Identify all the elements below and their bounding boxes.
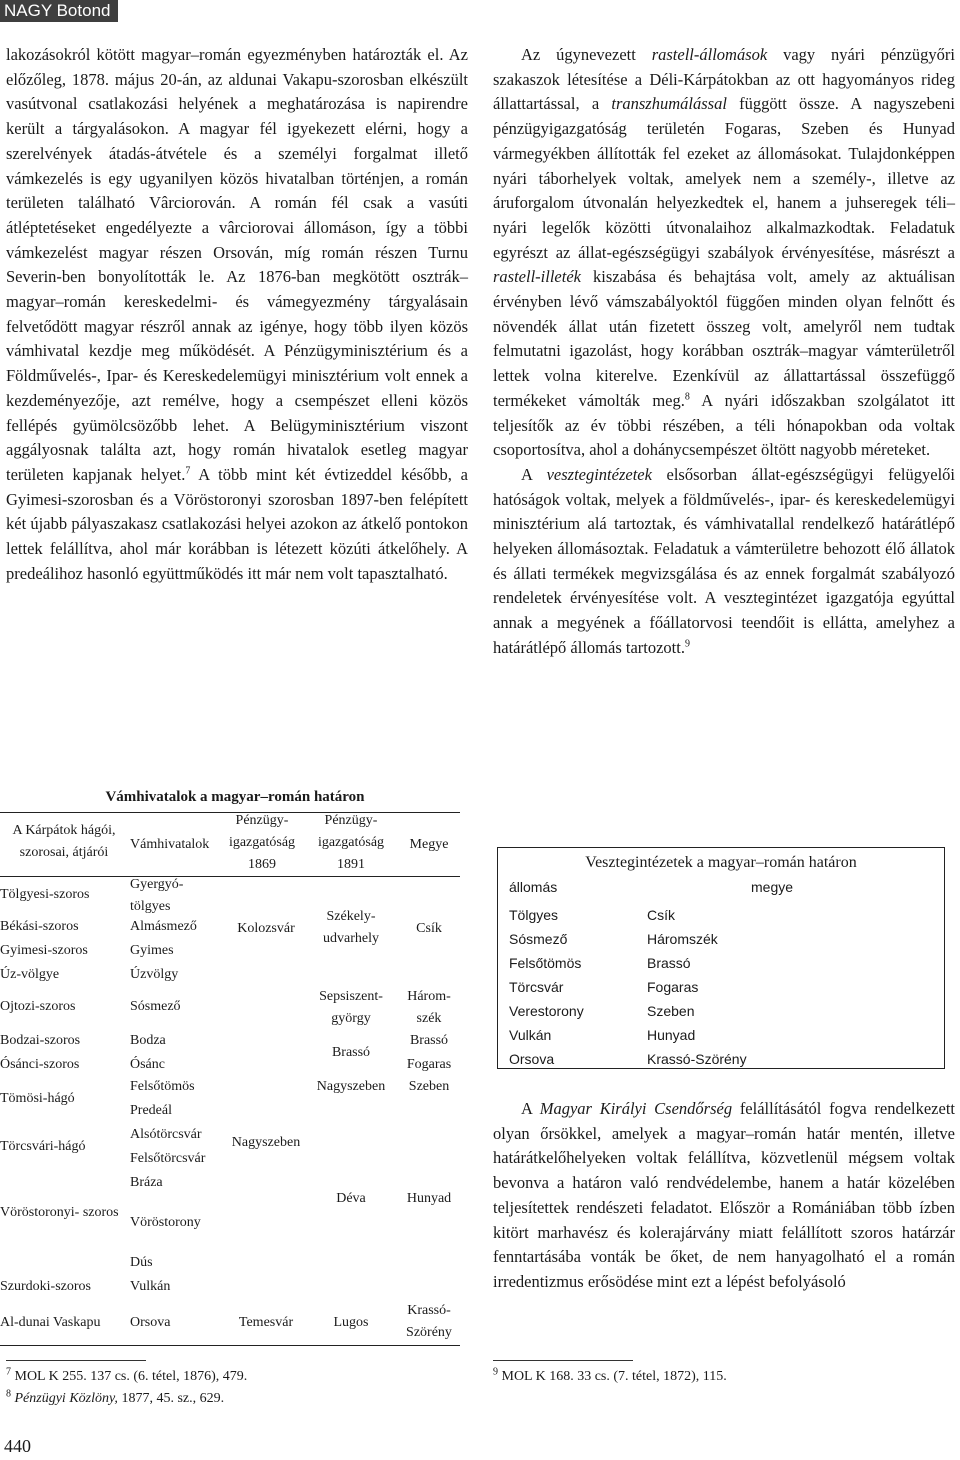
dir1891-nagyszeben: Nagyszeben <box>316 1079 386 1094</box>
office-predeal: Predeál <box>130 1103 172 1118</box>
left-paragraph-text-cont: A több mint két évtizeddel később, a Gyimesi-szorosban és a Vöröstoronyi szorosban 1897-ben felépített két újabb pályaszakasz csatlakozási helyei azokon az átkelő pontokon lettek felállítva, ahol már korábban is létezett közúti átkelőhely. A predeálihoz hasonló együttműködés itt már nem volt tapasztalható. <box>6 464 468 583</box>
right-paragraph-3-block <box>493 1097 955 1295</box>
pass-ojtozi: Ojtozi-szoros <box>0 999 76 1014</box>
header-dir-1891: Pénzügy- igazgatóság 1891 <box>317 813 385 872</box>
office-vorostorony: Vöröstorony <box>130 1215 201 1230</box>
office-felsotomos: Felsőtömös <box>130 1079 195 1094</box>
dir1891-lugos: Lugos <box>333 1315 369 1330</box>
footnote-9 <box>493 1366 727 1388</box>
footnote-7-text: MOL K 255. 137 cs. (6. tétel, 1876), 479. <box>11 1369 248 1384</box>
right-paragraph-1 <box>493 43 955 463</box>
footnote-ref-8[interactable]: 8 <box>684 391 690 403</box>
term-csendorseg: Magyar Királyi Csendőrség <box>539 1099 733 1118</box>
office-braza: Bráza <box>130 1175 163 1190</box>
quarantine-station: Felsőtömös <box>509 955 582 971</box>
left-paragraph <box>6 43 468 586</box>
header-county: Megye <box>409 837 449 852</box>
dir1869-nagyszeben: Nagyszeben <box>231 1135 301 1150</box>
customs-table-title: Vámhivatalok a magyar–román határon <box>105 789 365 805</box>
county-csik: Csík <box>416 921 442 936</box>
office-felsotorcsvar: Felsőtörcsvár <box>130 1151 206 1166</box>
quarantine-county: Hunyad <box>647 1027 696 1043</box>
right-paragraph-3 <box>493 1097 955 1295</box>
quarantine-county: Csík <box>647 907 675 923</box>
footnote-ref-9[interactable]: 9 <box>684 638 690 650</box>
office-almasmezo: Almásmező <box>130 919 197 934</box>
dir1891-deva: Déva <box>336 1191 366 1206</box>
county-krasso-szoreny: Krassó- Szörény <box>406 1303 452 1340</box>
quarantine-station: Vulkán <box>509 1027 552 1043</box>
text: A nyári időszakban szolgálatot itt teljesítők az év többi részében, a téli hónapokban oda voltak csoportosítva, ahol a dohánycsempészet öltött nagyobb méreteket. <box>493 390 955 460</box>
term-vesztegintezetek: vesztegintézetek <box>546 464 652 484</box>
pass-voroston: Vöröstoronyi- szoros <box>0 1205 119 1220</box>
office-bodza: Bodza <box>130 1033 166 1048</box>
customs-table <box>0 780 470 1348</box>
header-dir-1869: Pénzügy- igazgatóság 1869 <box>228 813 296 872</box>
footnote-8-text: 1877, 45. sz., 629. <box>117 1391 225 1406</box>
running-head: NAGY Botond <box>0 0 118 22</box>
pass-vaskapu: Al-dunai Vaskapu <box>0 1315 101 1330</box>
right-column <box>493 43 955 661</box>
quarantine-station: Verestorony <box>509 1003 584 1019</box>
office-alsotorcsvar: Alsótörcsvár <box>130 1127 202 1142</box>
footnote-8 <box>6 1388 224 1410</box>
footnote-7 <box>6 1366 247 1388</box>
page-number: 440 <box>4 1436 31 1456</box>
quarantine-county: Krassó-Szörény <box>647 1051 747 1067</box>
quarantine-station: Törcsvár <box>509 979 564 995</box>
county-haromszek: Három- szék <box>407 989 451 1026</box>
pass-bekasi: Békási-szoros <box>0 919 79 934</box>
footnote-9-num: 9 <box>493 1366 498 1378</box>
pass-uz: Úz-völgye <box>0 967 60 982</box>
office-gyimes: Gyimes <box>130 943 174 958</box>
quarantine-table-title: Vesztegintézetek a magyar–román határon <box>585 854 857 871</box>
footnote-7-num: 7 <box>6 1366 11 1378</box>
footnote-ref-7[interactable]: 7 <box>185 465 191 477</box>
quarantine-county: Szeben <box>647 1003 695 1019</box>
quarantine-table <box>497 847 945 1069</box>
office-sosmezo: Sósmező <box>130 999 181 1014</box>
pass-szurdoki: Szurdoki-szoros <box>0 1279 91 1294</box>
text: Az úgynevezett <box>521 45 652 64</box>
county-hunyad: Hunyad <box>406 1191 452 1206</box>
footnote-rule-right <box>493 1360 633 1361</box>
county-fogaras: Fogaras <box>406 1057 452 1072</box>
quarantine-col-station: állomás <box>509 879 558 895</box>
office-orsova: Orsova <box>130 1315 171 1330</box>
text: A <box>521 1099 540 1118</box>
pass-tomosi: Tömösi-hágó <box>0 1091 75 1106</box>
table-rule-header <box>0 876 460 877</box>
dir1891-sepsiszentgyorgy: Sepsiszent- györgy <box>319 989 383 1026</box>
quarantine-station: Tölgyes <box>509 907 559 923</box>
office-gyergyotolgyes: Gyergyó- tölgyes <box>130 877 184 914</box>
table-rule-bottom <box>0 1345 460 1346</box>
pass-gyimesi: Gyimesi-szoros <box>0 943 88 958</box>
header-office: Vámhivatalok <box>130 837 210 852</box>
office-osanc: Ósánc <box>130 1057 165 1072</box>
footnote-8-num: 8 <box>6 1388 11 1400</box>
quarantine-col-county: megye <box>751 879 794 895</box>
pass-osanci: Ósánci-szoros <box>0 1057 80 1072</box>
right-paragraph-2 <box>493 463 955 661</box>
text: kiszabása és behajtása volt, amely az aktuálisan érvényben lévő vámszabályoktól függően minden olyan felnőtt és növendék állat után fizetett összeg volt, amelyről nem tudtak felmutatni igazolást, hogy korábban osztrák–magyar vámterületről lettek volna kiterelve. Ezenkívül az állattartással összefüggő termékeket vámolták meg. <box>493 267 955 410</box>
pass-tolgyesi: Tölgyesi-szoros <box>0 887 90 902</box>
quarantine-county: Háromszék <box>647 931 718 947</box>
quarantine-county: Brassó <box>647 955 691 971</box>
quarantine-station: Orsova <box>509 1051 555 1067</box>
text: vagy nyári pénzügyőri szakaszok létesítése a Déli-Kárpátokban az ott hagyományos rideg állattartással, a <box>493 45 956 114</box>
term-rastell-illetek: rastell-illeték <box>493 267 581 287</box>
text: függött össze. A nagyszebeni pénzügyigazgatóság területén Fogaras, Szeben és Hunyad vármegyékben állították fel ezeket az állomásokat. Tulajdonképpen nyári táborhelyek voltak, amelyek nem a személy-, illetve az áruforgalom útvonalán helyezkedtek el, hanem a juhseregek téli–nyári legelők közötti útvonalaihoz alkalmazkodtak. Feladatuk egyrészt az állat-egészségügyi szabályok érvényesítése, másrészt a <box>493 94 955 262</box>
office-dus: Dús <box>130 1255 153 1270</box>
text: A <box>521 464 547 484</box>
office-uzvolgy: Úzvölgy <box>130 967 179 982</box>
left-column <box>6 43 468 586</box>
quarantine-county: Fogaras <box>647 979 699 995</box>
dir1891-szekelyudvarhely: Székely- udvarhely <box>323 909 379 946</box>
pass-bodzai: Bodzai-szoros <box>0 1033 81 1048</box>
dir1891-brasso: Brassó <box>331 1045 371 1060</box>
footnote-rule-left <box>6 1360 146 1361</box>
text: elsősorban állat-egészségügyi felügyelői hatóságok voltak, melyek a földművelés-, ipar- és kereskedelemügyi minisztérium alá tartoztak, és vámhivatallal rendelkező határátlépő helyeken állomásoztak. Feladatuk a vámterületre behozott élő állatok és állati termékek megvizsgálása és az ennek forgalmát szabályozó rendeletek érvényesítése volt. A vesztegintézet igazgatója egyúttal annak a megyének a főállatorvosi teendőit is ellátta, amelyhez a határátlépő állomás tartozott. <box>493 464 955 657</box>
dir1869-temesvar: Temesvár <box>238 1315 294 1330</box>
county-szeben: Szeben <box>408 1079 450 1094</box>
term-transzhumalas: transzhumálással <box>611 94 727 114</box>
quarantine-station: Sósmező <box>509 931 568 947</box>
county-brasso: Brassó <box>409 1033 449 1048</box>
footnote-8-source: Pénzügyi Közlöny, <box>14 1391 118 1406</box>
footnote-9-text: MOL K 168. 33 cs. (7. tétel, 1872), 115. <box>498 1369 727 1384</box>
header-pass: A Kárpátok hágói, szorosai, átjárói <box>12 823 116 860</box>
left-paragraph-text: lakozásokról kötött magyar–román egyezményben határozták el. Az előzőleg, 1878. május 20-án, az aldunai Vakapu-szorosban elkészült vasútvonal csatlakozási helyének a meghatározása is napirendre került a tárgyalásokon. A magyar fél igyekezett elérni, hogy a szerelvények átadás-átvétele és a személyi forgalmat illető vámkezelés is egy ugyanilyen közös hivatalban történjen, a román területen található Vârciorován. A román fél csak a vasúti átléptetéseket engedélyezte a vârciorovai állomáson, így a többi vámkezelést magyar részen Orsován, míg román részen Turnu Severin-ben bonyolították le. Az 1876-ban megkötött osztrák–magyar–román kereskedelmi- és vámegyezmény tárgyalásain felvetődött magyar részről annak az igénye, hogy több ilyen közös vámhivatal kezdje meg működését. A Pénzügyminisztérium és a Földművelés-, Ipar- és Kereskedelemügyi minisztérium volt ennek a kezdeményezője, azt remélve, hogy a csempészet elleni közös fellépés gyümölcsözőbb lehet. A Belügyminisztérium viszont aggályosnak találta azt, hogy román hivatalok esetleg magyar területen kapjanak helyet. <box>6 45 468 484</box>
office-vulkan: Vulkán <box>130 1279 171 1294</box>
term-rastell: rastell-állomások <box>651 45 768 64</box>
dir1869-kolozsvar: Kolozsvár <box>237 921 295 936</box>
text: felállításától fogva rendelkezett olyan őrsökkel, amelyek a magyar–román határ mentén, illetve határátkelőhelyeken voltak felállítva, közvetlenül mégsem voltak bevonva a határon való rendvédelembe, hanem a határ közelében teljesítettek rendészeti feladatot. Először a Romániában több ízben kitört marhavész és kolerajárvány miatt felállított szoros határzár fenntartásába vonták be őket, de nem hanyagolható el a román irredentizmus erősödése mint ezt a lépést befolyásoló <box>493 1099 955 1291</box>
pass-torcsvari: Törcsvári-hágó <box>0 1139 86 1154</box>
